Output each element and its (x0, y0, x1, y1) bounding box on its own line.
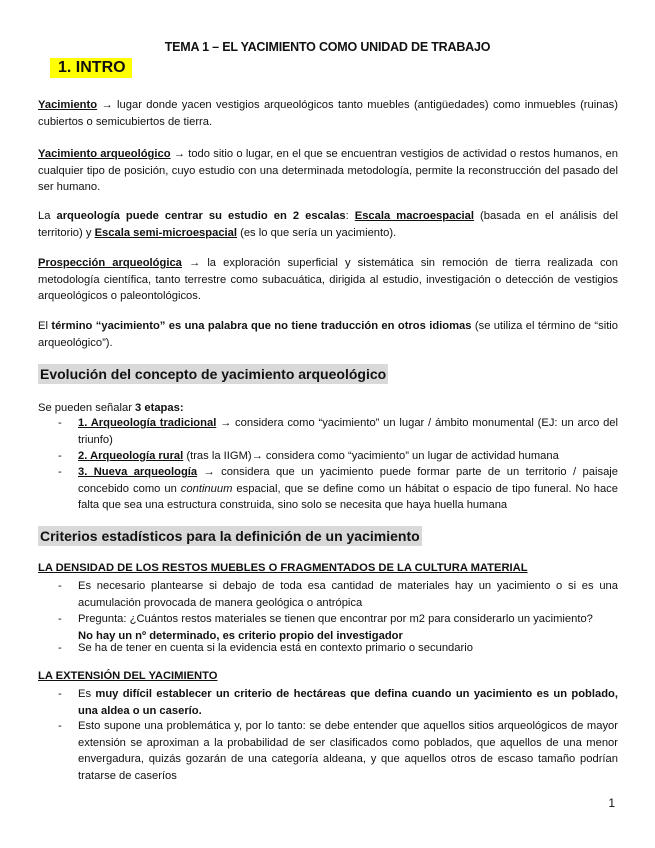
page-number: 1 (608, 796, 615, 810)
term-yacimiento: Yacimiento (38, 99, 98, 111)
bold-text: muy difícil establecer un criterio de hectáreas que defina cuando un yacimiento es un poblado, una aldea o un caserío. (78, 688, 618, 717)
list-item (58, 415, 619, 448)
bold-answer: No hay un nº determinado, es criterio propio del investigador (78, 629, 403, 642)
text: : (345, 210, 355, 222)
arrow: → (181, 257, 208, 269)
paragraph-yacimiento (38, 97, 618, 130)
dash-bullet: - (58, 613, 62, 625)
italic-term: continuum (180, 482, 233, 495)
paragraph-prospeccion (38, 255, 618, 305)
intro-heading: 1. INTRO (50, 58, 132, 78)
text: Se pueden señalar (38, 402, 136, 414)
stage-name: 3. Nueva arqueología (78, 466, 198, 478)
subheading-extension: LA EXTENSIÓN DEL YACIMIENTO (38, 670, 218, 682)
term-yacimiento-arqueologico: Yacimiento arqueológico (38, 148, 171, 160)
text: (basada en el análisis del territorio) y (38, 210, 618, 239)
stage-text: → considera como “yacimiento” un lugar / ámbito monumental (EJ: un arco del triunfo) (78, 417, 619, 446)
item-text: Se ha de tener en cuenta si la evidencia está en contexto primario o secundario (78, 642, 473, 654)
term-semi-microespacial: Escala semi-microespacial (94, 226, 237, 239)
stage-name: 2. Arqueología rural (78, 450, 184, 462)
term-macroespacial: Escala macroespacial (354, 210, 474, 222)
dash-bullet: - (58, 688, 62, 700)
dash-bullet: - (58, 466, 62, 478)
item-text: Es (78, 688, 96, 700)
definition-text: lugar donde yacen vestigios arqueológicos tanto muebles (antigüedades) como inmuebles (ruinas) cubiertos o semicubiertos de tierra. (38, 99, 619, 128)
arrow: → (97, 99, 118, 111)
text: La (38, 210, 57, 222)
stage-name: 1. Arqueología tradicional (78, 417, 217, 429)
paragraph-yacimiento-arqueologico (38, 146, 618, 196)
section-heading-criterios: Criterios estadísticos para la definición de un yacimiento (40, 528, 420, 544)
stage-text: espacial, que se define como un hábitat o espacio de tipo funeral. No hace falta que sea una estructura construida, sino solo se necesita que haya huella humana (78, 482, 618, 511)
text: (se utiliza el término de “sitio arqueológico”). (38, 320, 619, 349)
term-prospeccion: Prospección arqueológica (38, 257, 182, 269)
stage-text: → considera que un yacimiento puede formar parte de un territorio / paisaje concebido como un (78, 466, 619, 495)
dash-bullet: - (58, 720, 62, 732)
bold-text: arqueología puede centrar su estudio en 2 escalas (56, 210, 346, 222)
dash-bullet: - (58, 450, 62, 462)
list-item (58, 640, 618, 657)
dash-bullet: - (58, 417, 62, 429)
list-item (58, 686, 618, 719)
section-heading-evolucion: Evolución del concepto de yacimiento arqueológico (40, 366, 387, 382)
list-item (58, 578, 618, 611)
item-text: Pregunta: ¿Cuántos restos materiales se tienen que encontrar por m2 para considerarlo un yacimiento? (78, 613, 593, 625)
text: El (38, 320, 52, 332)
definition-text: la exploración superficial y sistemática sin remoción de tierra realizada con metodología científica, tanto terrestre como subacuática, dirigida al estudio, investigación o detección de vestigios arqueológicos o paleontológicos. (38, 257, 618, 302)
paragraph-escalas (38, 208, 618, 241)
list-item (58, 718, 618, 784)
list-item (58, 464, 619, 514)
paragraph-termino (38, 318, 618, 351)
bold-text: 3 etapas: (135, 402, 184, 414)
definition-text: todo sitio o lugar, en el que se encuentran vestigios de actividad o restos humanos, en cualquier tipo de posición, cuyo estudio con una determinada metodología, permite la reconstrucción del pasado del ser humano. (38, 148, 619, 193)
dash-bullet: - (58, 580, 62, 592)
arrow: → (170, 148, 189, 160)
bold-text: término “yacimiento” es una palabra que no tiene traducción en otros idiomas (51, 320, 472, 332)
dash-bullet: - (58, 642, 62, 654)
document-title: TEMA 1 – EL YACIMIENTO COMO UNIDAD DE TRABAJO (164, 40, 491, 54)
subheading-densidad: LA DENSIDAD DE LOS RESTOS MUEBLES O FRAGMENTADOS DE LA CULTURA MATERIAL (38, 562, 528, 574)
item-text: Esto supone una problemática y, por lo tanto: se debe entender que aquellos sitios arqueológicos de mayor extensión se aproximan a la probabilidad de ser clasificados como poblados, que aquellos de una menor envergadura, quizás gozarán de una categoría aldeana, y que aquellos otros de escaso tamaño podrían tratarse de caseríos (78, 720, 618, 782)
stage-text: (tras la IIGM)→ considera como “yacimiento” un lugar de actividad humana (183, 450, 559, 462)
item-text: Es necesario plantearse si debajo de toda esa cantidad de materiales hay un yacimiento o si es una acumulación provocada de manera geológica o antrópica (78, 580, 618, 609)
list-item (58, 448, 618, 465)
text: (es lo que sería un yacimiento). (237, 226, 397, 239)
